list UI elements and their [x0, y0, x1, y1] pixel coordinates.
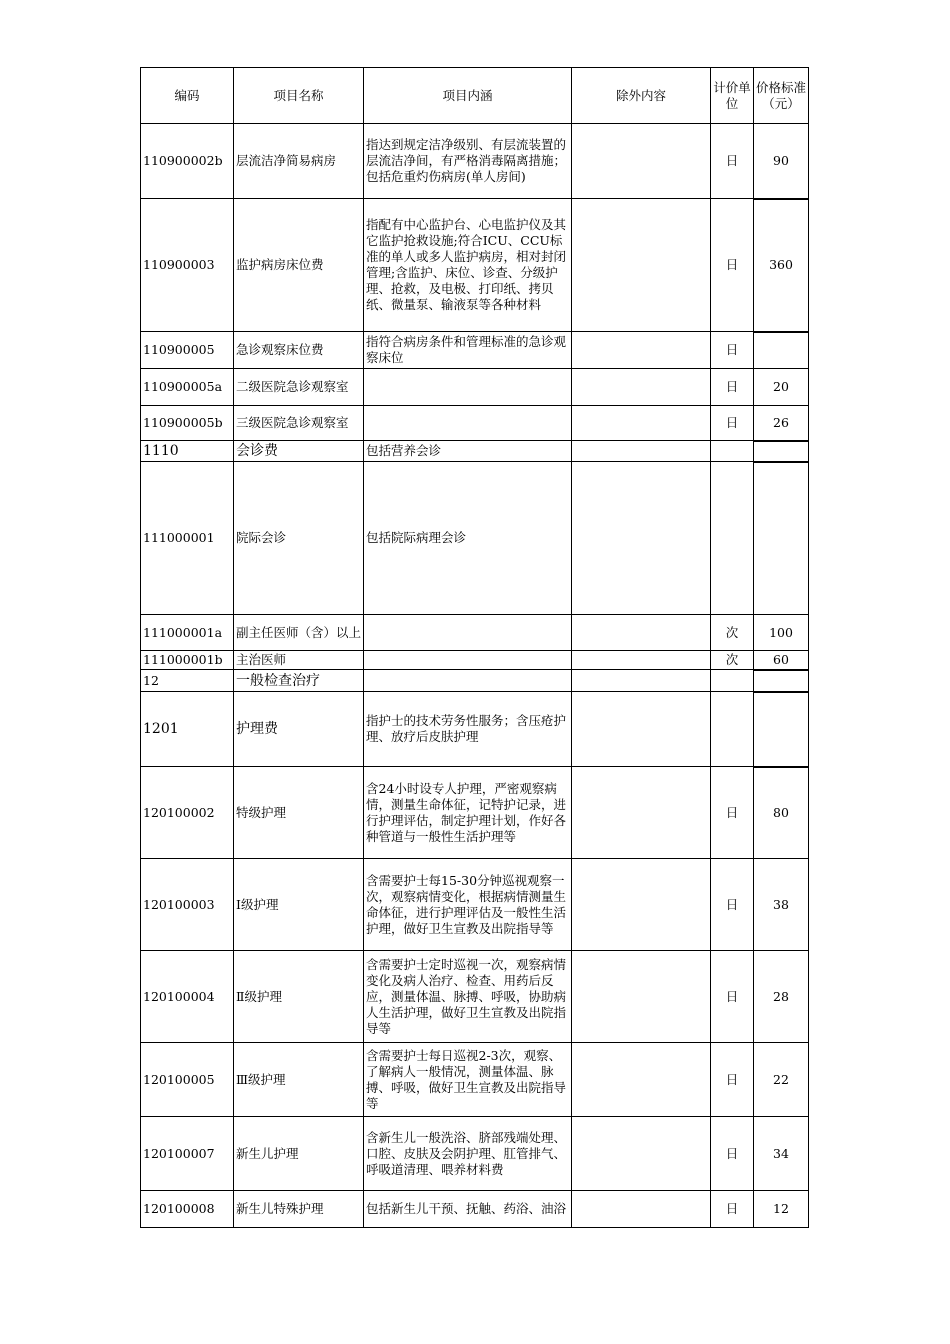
row-price: 80: [754, 767, 809, 859]
row-name: 新生儿特殊护理: [234, 1191, 364, 1228]
row-price: 60: [754, 651, 809, 670]
row-desc: 含新生儿一般洗浴、脐部残端处理、口腔、皮肤及会阴护理、肛管排气、呼吸道清理、喂养材料费: [364, 1117, 572, 1191]
table-row: [141, 369, 809, 406]
row-desc: 指配有中心监护台、心电监护仪及其它监护抢救设施;符合ICU、CCU标准的单人或多人监护病房，相对封闭管理;含监护、床位、诊查、分级护理、抢救，及电极、打印纸、拷贝纸、微量泵、输液泵等各种材料: [364, 199, 572, 332]
row-unit: 日: [711, 1117, 754, 1191]
row-unit: 次: [711, 615, 754, 651]
row-unit: [711, 441, 754, 462]
row-name: 新生儿护理: [234, 1117, 364, 1191]
row-unit: 日: [711, 767, 754, 859]
row-name: 主治医师: [234, 651, 364, 670]
row-exclude: [572, 651, 711, 670]
row-price: 28: [754, 951, 809, 1043]
table-row: [141, 615, 809, 651]
table-row: [141, 441, 809, 462]
row-unit: 日: [711, 199, 754, 332]
row-name: 层流洁净简易病房: [234, 124, 364, 199]
table-row: [141, 670, 809, 692]
row-desc: 含需要护士每15-30分钟巡视观察一次，观察病情变化，根据病情测量生命体征，进行护理评估及一般性生活护理，做好卫生宣教及出院指导等: [364, 859, 572, 951]
row-desc: 指符合病房条件和管理标准的急诊观察床位: [364, 332, 572, 369]
row-desc: 包括院际病理会诊: [364, 462, 572, 615]
row-price: [754, 332, 809, 369]
row-desc: [364, 670, 572, 692]
row-unit: 次: [711, 651, 754, 670]
row-name: 三级医院急诊观察室: [234, 406, 364, 441]
table-row: [141, 199, 809, 332]
row-code: 120100007: [141, 1117, 234, 1191]
row-price: 100: [754, 615, 809, 651]
table-row: [141, 1191, 809, 1228]
row-price: [754, 670, 809, 692]
row-unit: 日: [711, 332, 754, 369]
header-exclude: 除外内容: [572, 68, 711, 124]
row-code: 110900005: [141, 332, 234, 369]
row-desc: 包括新生儿干预、抚触、药浴、油浴: [364, 1191, 572, 1228]
row-name: 监护病房床位费: [234, 199, 364, 332]
row-code: 120100008: [141, 1191, 234, 1228]
row-exclude: [572, 859, 711, 951]
header-price: 价格标准（元）: [754, 68, 809, 124]
row-desc: [364, 615, 572, 651]
header-name: 项目名称: [234, 68, 364, 124]
row-desc: 包括营养会诊: [364, 441, 572, 462]
row-name: 院际会诊: [234, 462, 364, 615]
row-exclude: [572, 1117, 711, 1191]
table-row: [141, 951, 809, 1043]
row-code: 111000001a: [141, 615, 234, 651]
row-code: 120100003: [141, 859, 234, 951]
table-row: [141, 692, 809, 767]
row-price: 22: [754, 1043, 809, 1117]
row-unit: 日: [711, 859, 754, 951]
row-price: 360: [754, 199, 809, 332]
row-exclude: [572, 767, 711, 859]
table-row: [141, 1043, 809, 1117]
row-code: 110900002b: [141, 124, 234, 199]
row-exclude: [572, 1043, 711, 1117]
row-exclude: [572, 462, 711, 615]
row-price: 20: [754, 369, 809, 406]
row-code: 120100002: [141, 767, 234, 859]
row-exclude: [572, 615, 711, 651]
row-name: 急诊观察床位费: [234, 332, 364, 369]
row-code: 110900005a: [141, 369, 234, 406]
row-price: [754, 462, 809, 615]
row-unit: [711, 670, 754, 692]
row-unit: 日: [711, 369, 754, 406]
row-desc: [364, 651, 572, 670]
row-price: 12: [754, 1191, 809, 1228]
row-price: [754, 692, 809, 767]
header-code: 编码: [141, 68, 234, 124]
row-code: 120100004: [141, 951, 234, 1043]
row-name: 二级医院急诊观察室: [234, 369, 364, 406]
row-name: Ⅱ级护理: [234, 951, 364, 1043]
row-desc: 含24小时设专人护理，严密观察病情，测量生命体征，记特护记录，进行护理评估，制定护理计划，作好各种管道与一般性生活护理等: [364, 767, 572, 859]
row-exclude: [572, 441, 711, 462]
row-unit: 日: [711, 406, 754, 441]
price-table: [140, 67, 809, 1228]
row-exclude: [572, 406, 711, 441]
row-unit: 日: [711, 1191, 754, 1228]
row-desc: 指护士的技术劳务性服务；含压疮护理、放疗后皮肤护理: [364, 692, 572, 767]
row-unit: 日: [711, 124, 754, 199]
row-name: 会诊费: [234, 441, 364, 462]
header-row: [141, 68, 809, 124]
row-code: 111000001: [141, 462, 234, 615]
row-exclude: [572, 369, 711, 406]
row-unit: [711, 462, 754, 615]
table-row: [141, 1117, 809, 1191]
row-name: 特级护理: [234, 767, 364, 859]
row-price: 34: [754, 1117, 809, 1191]
row-exclude: [572, 199, 711, 332]
row-desc: [364, 369, 572, 406]
header-desc: 项目内涵: [364, 68, 572, 124]
row-name: Ⅰ级护理: [234, 859, 364, 951]
table-row: [141, 462, 809, 615]
row-desc: 指达到规定洁净级别、有层流装置的层流洁净间，有严格消毒隔离措施；包括危重灼伤病房(单人房间): [364, 124, 572, 199]
row-exclude: [572, 332, 711, 369]
table-row: [141, 406, 809, 441]
row-exclude: [572, 1191, 711, 1228]
row-price: 38: [754, 859, 809, 951]
header-unit: 计价单位: [711, 68, 754, 124]
row-unit: [711, 692, 754, 767]
row-price: 90: [754, 124, 809, 199]
row-code: 120100005: [141, 1043, 234, 1117]
table-row: [141, 651, 809, 670]
row-code: 12: [141, 670, 234, 692]
row-code: 1110: [141, 441, 234, 462]
row-exclude: [572, 951, 711, 1043]
row-unit: 日: [711, 1043, 754, 1117]
row-exclude: [572, 670, 711, 692]
row-code: 110900003: [141, 199, 234, 332]
row-code: 1201: [141, 692, 234, 767]
table-row: [141, 124, 809, 199]
row-name: Ⅲ级护理: [234, 1043, 364, 1117]
table-row: [141, 859, 809, 951]
row-price: [754, 441, 809, 462]
row-name: 一般检查治疗: [234, 670, 364, 692]
row-desc: 含需要护士每日巡视2-3次，观察、了解病人一般情况，测量体温、脉搏、呼吸，做好卫生宣教及出院指导等: [364, 1043, 572, 1117]
table-row: [141, 767, 809, 859]
row-exclude: [572, 124, 711, 199]
row-unit: 日: [711, 951, 754, 1043]
row-code: 110900005b: [141, 406, 234, 441]
row-desc: [364, 406, 572, 441]
row-exclude: [572, 692, 711, 767]
row-code: 111000001b: [141, 651, 234, 670]
row-name: 护理费: [234, 692, 364, 767]
row-name: 副主任医师（含）以上: [234, 615, 364, 651]
row-desc: 含需要护士定时巡视一次，观察病情变化及病人治疗、检查、用药后反应，测量体温、脉搏、呼吸，协助病人生活护理，做好卫生宣教及出院指导等: [364, 951, 572, 1043]
row-price: 26: [754, 406, 809, 441]
table-row: [141, 332, 809, 369]
